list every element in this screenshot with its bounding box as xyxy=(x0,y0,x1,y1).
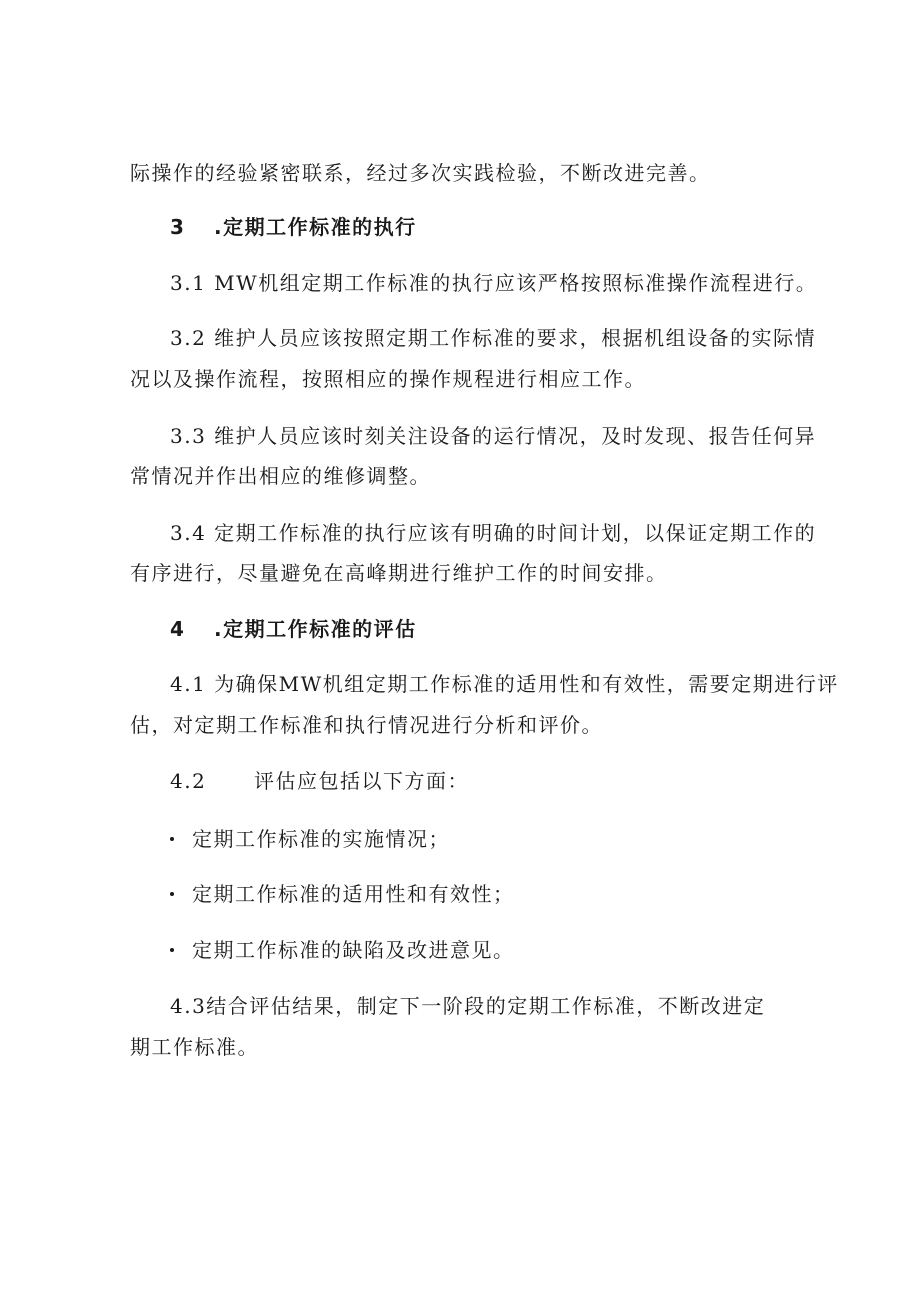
paragraph-3-4-line1: 3.4 定期工作标准的执行应该有明确的时间计划，以保证定期工作的 xyxy=(170,521,817,545)
bullet-icon xyxy=(170,837,174,841)
bullet-text: 定期工作标准的缺陷及改进意见。 xyxy=(192,938,515,962)
paragraph-3-2-line2: 况以及操作流程，按照相应的操作规程进行相应工作。 xyxy=(130,367,646,391)
bullet-text: 定期工作标准的实施情况； xyxy=(192,827,450,851)
paragraph-line: 际操作的经验紧密联系，经过多次实践检验，不断改进完善。 xyxy=(130,161,711,185)
paragraph-4-3-line2: 期工作标准。 xyxy=(130,1035,259,1059)
paragraph-4-1-line2: 估，对定期工作标准和执行情况进行分析和评价。 xyxy=(130,713,603,737)
paragraph-4-1-line1: 4.1 为确保MW机组定期工作标准的适用性和有效性，需要定期进行评 xyxy=(170,672,839,696)
section-number: 3 xyxy=(170,215,186,239)
paragraph-text: 评估应包括以下方面： xyxy=(254,769,469,793)
bullet-item xyxy=(170,826,450,852)
paragraph-3-1: 3.1 MW机组定期工作标准的执行应该严格按照标准操作流程进行。 xyxy=(170,271,818,295)
bullet-text: 定期工作标准的适用性和有效性； xyxy=(192,882,515,906)
section-number: 4 xyxy=(170,617,186,641)
bullet-item xyxy=(170,881,515,907)
paragraph-number: 4.2 xyxy=(170,769,207,793)
bullet-icon xyxy=(170,948,174,952)
section-title: .定期工作标准的执行 xyxy=(214,215,417,239)
section-heading-3 xyxy=(170,214,417,240)
bullet-icon xyxy=(170,892,174,896)
paragraph-4-2 xyxy=(170,768,469,794)
paragraph-3-2-line1: 3.2 维护人员应该按照定期工作标准的要求，根据机组设备的实际情 xyxy=(170,326,817,350)
section-heading-4 xyxy=(170,616,417,642)
section-title: .定期工作标准的评估 xyxy=(214,617,417,641)
paragraph-3-3-line1: 3.3 维护人员应该时刻关注设备的运行情况，及时发现、报告任何异 xyxy=(170,424,817,448)
bullet-item xyxy=(170,937,515,963)
paragraph-3-3-line2: 常情况并作出相应的维修调整。 xyxy=(130,464,431,488)
paragraph-4-3-line1: 4.3结合评估结果，制定下一阶段的定期工作标准，不断改进定 xyxy=(170,994,766,1018)
paragraph-3-4-line2: 有序进行，尽量避免在高峰期进行维护工作的时间安排。 xyxy=(130,561,668,585)
